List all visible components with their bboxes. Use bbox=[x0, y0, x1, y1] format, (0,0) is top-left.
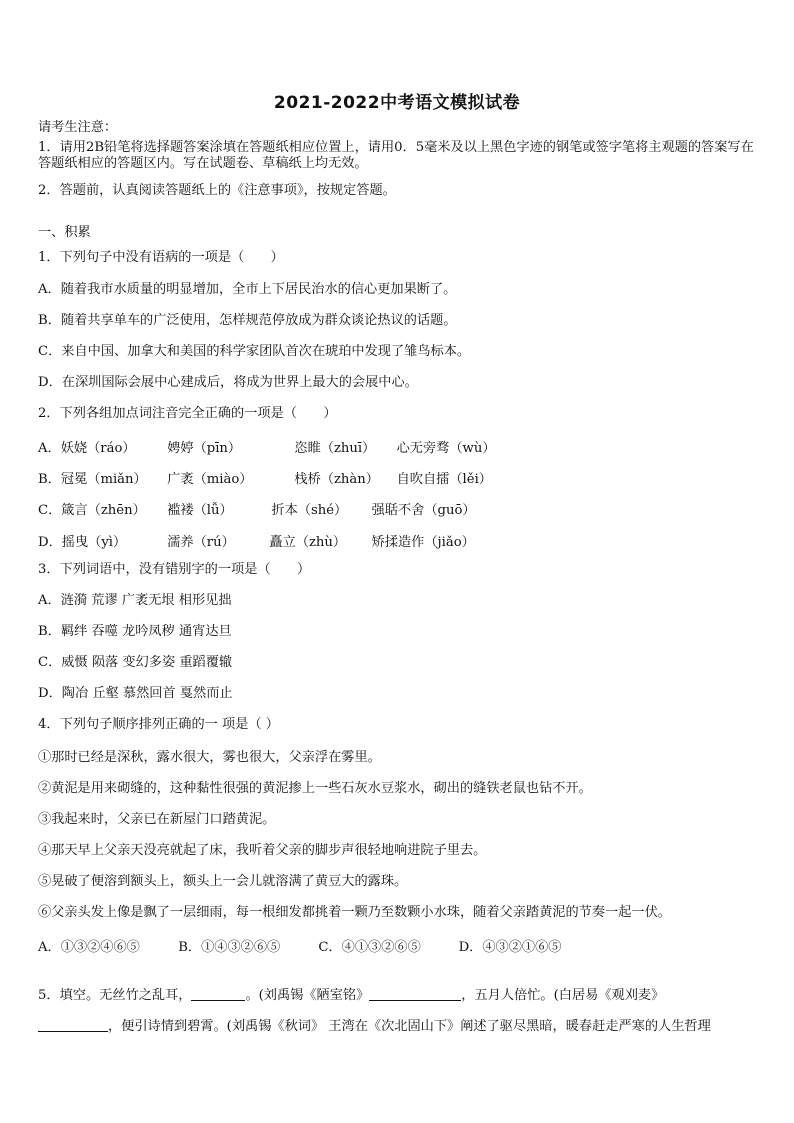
q2-b-4: 自吹自擂（lěi） bbox=[396, 472, 492, 487]
q1-option-c: C．来自中国、加拿大和美国的科学家团队首次在琥珀中发现了雏鸟标本。 bbox=[38, 344, 471, 359]
q1-option-b: B．随着共享单车的广泛使用，怎样规范停放成为群众谈论热议的话题。 bbox=[38, 313, 457, 328]
q2-stem: 2．下列各组加点词注音完全正确的一项是（ ） bbox=[38, 406, 337, 421]
q1-stem: 1．下列句子中没有语病的一项是（ ） bbox=[38, 250, 284, 265]
q3-option-d: D．陶冶 丘壑 慕然回首 戛然而止 bbox=[38, 686, 233, 701]
q3-stem: 3．下列词语中，没有错别字的一项是（ ） bbox=[38, 562, 311, 577]
q5-part-5: 王湾在《次北固山下》阐述了驱尽黑暗，暖春赶走严寒的人生哲理 bbox=[328, 1019, 711, 1034]
q4-stem: 4．下列句子顺序排列正确的一 项是（ ） bbox=[38, 717, 279, 732]
q5-line-2 bbox=[38, 1019, 758, 1035]
q4-sentence-3: ③我起来时，父亲已在新屋门口踏黄泥。 bbox=[38, 812, 276, 827]
q2-c-1: C．箴言（zhēn） bbox=[38, 503, 146, 518]
q2-d-4: 矫揉造作（jiǎo） bbox=[371, 535, 475, 550]
section-heading: 一、积累 bbox=[38, 225, 91, 240]
q5-part-2: 。(刘禹锡《陋室铭》 bbox=[245, 988, 370, 1003]
q4-sentence-2: ②黄泥是用来砌缝的，这种黏性很强的黄泥掺上一些石灰水豆浆水，砌出的缝铁老鼠也钻不开。 bbox=[38, 781, 592, 796]
q2-b-2: 广袤（miào） bbox=[167, 472, 253, 487]
q5-blank-2[interactable] bbox=[369, 988, 461, 1001]
q5-blank-3[interactable] bbox=[38, 1019, 108, 1032]
q2-row-b bbox=[38, 468, 758, 487]
q4-option-b: B．①④③②⑥⑤ bbox=[178, 940, 281, 955]
q2-c-3: 折本（shé） bbox=[271, 503, 348, 518]
q4-sentence-4: ④那天早上父亲天没亮就起了床，我听着父亲的脚步声很轻地响进院子里去。 bbox=[38, 843, 487, 858]
q2-d-1: D．摇曳（yì） bbox=[38, 535, 127, 550]
q2-c-4: 强聒不舍（guō） bbox=[371, 503, 476, 518]
q1-option-a: A．随着我市水质量的明显增加，全市上下居民治水的信心更加果断了。 bbox=[38, 282, 457, 297]
q5-part-3: ，五月人倍忙。(白居易《观刈麦》 bbox=[461, 988, 665, 1003]
q5-part-1: 5．填空。无丝竹之乱耳， bbox=[38, 988, 192, 1003]
q2-row-d bbox=[38, 531, 758, 550]
q2-a-4: 心无旁骛（wù） bbox=[396, 441, 496, 456]
q5-line-1 bbox=[38, 988, 758, 1004]
q2-a-1: A．妖娆（ráo） bbox=[38, 441, 136, 456]
q2-c-2: 褴褛（lǚ） bbox=[167, 503, 233, 518]
q2-d-2: 濡养（rú） bbox=[167, 535, 235, 550]
notice-item-2: 2．答题前，认真阅读答题纸上的《注意事项》，按规定答题。 bbox=[38, 183, 396, 198]
q5-blank-1[interactable] bbox=[191, 988, 245, 1001]
q4-option-c: C．④①③②⑥⑤ bbox=[318, 940, 421, 955]
q2-b-3: 栈桥（zhàn） bbox=[294, 472, 379, 487]
q4-sentence-1: ①那时已经是深秋，露水很大，雾也很大，父亲浮在雾里。 bbox=[38, 750, 381, 765]
q2-a-3: 恣睢（zhuī） bbox=[294, 441, 376, 456]
q4-sentence-5: ⑤晃破了便溶到额头上，额头上一会儿就溶满了黄豆大的露珠。 bbox=[38, 874, 408, 889]
notice-heading: 请考生注意： bbox=[38, 120, 118, 135]
q1-option-d: D．在深圳国际会展中心建成后，将成为世界上最大的会展中心。 bbox=[38, 375, 418, 390]
q3-option-b: B．羁绊 吞噬 龙吟凤秽 通宵达旦 bbox=[38, 624, 232, 639]
notice-item-1: 1．请用2B铅笔将选择题答案涂填在答题纸相应位置上，请用0．5毫米及以上黑色字迹的钢笔或签字笔将主观题的答案写在答题纸相应的答题区内。写在试题卷、草稿纸上均无效。 bbox=[38, 140, 754, 171]
q2-b-1: B．冠冕（miǎn） bbox=[38, 472, 147, 487]
q5-part-4: ，便引诗情到碧霄。(刘禹锡《秋词》 bbox=[108, 1019, 325, 1034]
q2-d-3: 矗立（zhù） bbox=[269, 535, 347, 550]
q4-options bbox=[38, 936, 758, 955]
q2-row-c bbox=[38, 499, 758, 518]
q2-a-2: 娉婷（pīn） bbox=[167, 441, 242, 456]
q4-option-a: A．①③②④⑥⑤ bbox=[38, 940, 140, 955]
q3-option-a: A．涟漪 荒谬 广袤无垠 相形见拙 bbox=[38, 593, 232, 608]
q4-option-d: D．④③②①⑥⑤ bbox=[458, 940, 562, 955]
exam-title: 2021-2022中考语文模拟试卷 bbox=[273, 93, 521, 113]
q3-option-c: C．威慑 陨落 变幻多姿 重蹈覆辙 bbox=[38, 655, 233, 670]
q4-sentence-6: ⑥父亲头发上像是飘了一层细雨，每一根细发都挑着一颗乃至数颗小水珠，随着父亲踏黄泥的节奏一起一伏。 bbox=[38, 905, 671, 920]
q2-row-a bbox=[38, 437, 758, 456]
